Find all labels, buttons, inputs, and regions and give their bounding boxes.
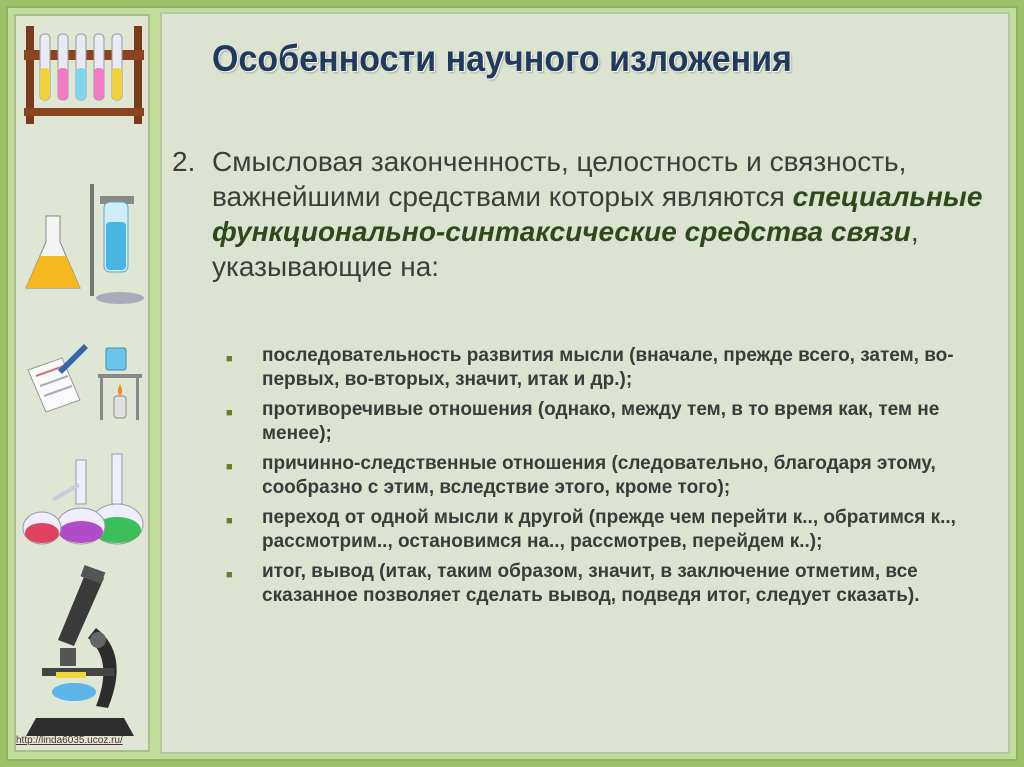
point-text-after: , указывающие на: (212, 216, 919, 282)
test-tube-rack-icon (20, 22, 148, 130)
bullet-text: итог, вывод (итак, таким образом, значит, в заключение отметим, все сказанное позволяет сделать вывод, подведя итог, следует сказать). (262, 561, 920, 606)
point-emphasis: специальные функционально-синтаксические средства связи (212, 181, 983, 247)
list-item (222, 560, 1012, 608)
notepad-and-burner-icon (22, 340, 146, 424)
flasks-icon (22, 448, 146, 548)
bullet-text: причинно-следственные отношения (следовательно, благодаря этому, сообразно с этим, вследствие этого, кроме того); (262, 453, 936, 498)
point-number: 2. (172, 146, 196, 177)
list-item (222, 506, 1012, 554)
list-item (222, 344, 1012, 392)
bullet-marker: ■ (226, 407, 233, 419)
bullet-marker: ■ (226, 461, 233, 473)
bullet-marker: ■ (226, 515, 233, 527)
slide-title: Особенности научного изложения (212, 38, 793, 79)
main-point (172, 144, 1002, 284)
bullet-text: противоречивые отношения (однако, между тем, в то время как, тем не менее); (262, 399, 940, 444)
source-link[interactable]: http://linda6035.ucoz.ru/ (16, 735, 123, 746)
bullet-text: последовательность развития мысли (вначале, прежде всего, затем, во-первых, во-вторых, значит, итак и др.); (262, 345, 954, 390)
bullet-text: переход от одной мысли к другой (прежде чем перейти к.., обратимся к.., рассмотрим.., остановимся на.., рассмотрев, перейдем к..); (262, 507, 956, 552)
point-text-before: Смысловая законченность, целостность и связность, важнейшими средствами которых являются (212, 146, 907, 212)
illustration-sidebar (14, 14, 150, 752)
bullet-marker: ■ (226, 569, 233, 581)
flask-and-stand-icon (26, 176, 146, 306)
list-item (222, 452, 1012, 500)
microscope-icon (26, 568, 144, 740)
point-text (212, 144, 1002, 284)
bullet-list (222, 344, 1012, 614)
list-item (222, 398, 1012, 446)
bullet-marker: ■ (226, 353, 233, 365)
